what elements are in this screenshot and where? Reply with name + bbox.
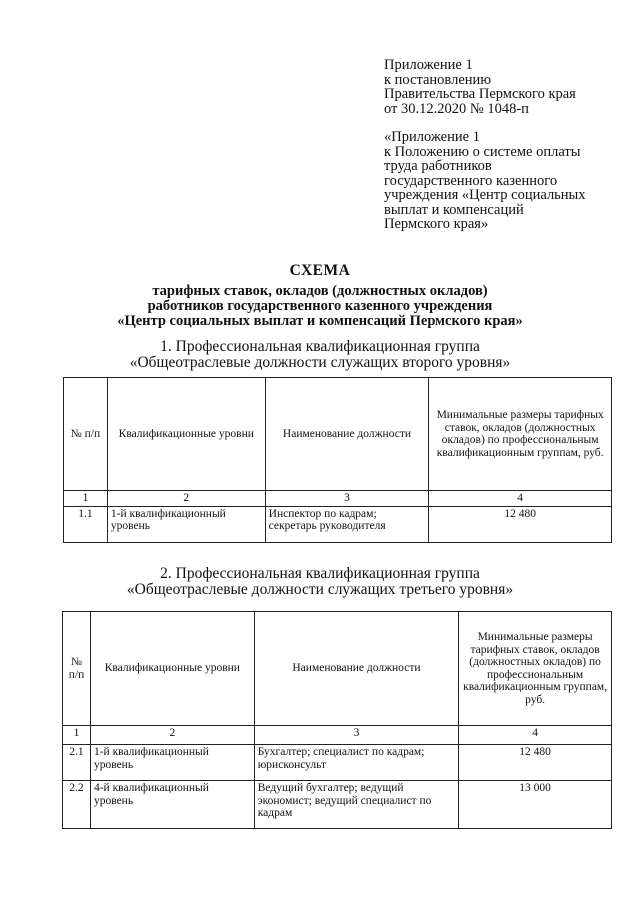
table-header-row — [64, 378, 612, 491]
row-level: 1-й квалификационный уровень — [107, 506, 265, 542]
table-header-row — [63, 612, 612, 726]
colnum: 2 — [90, 726, 254, 745]
section1-heading: 1. Профессиональная квалификационная группа — [160, 338, 480, 355]
section1-heading: «Общеотраслевые должности служащих второго уровня» — [129, 354, 511, 371]
table-row — [63, 781, 612, 829]
annex-line: к Положению о системе оплаты — [384, 143, 581, 160]
header-level: Квалификационные уровни — [90, 612, 254, 726]
section2-heading: 2. Профессиональная квалификационная группа — [160, 565, 480, 582]
colnum: 1 — [63, 726, 91, 745]
annex-line: от 30.12.2020 № 1048-п — [384, 100, 529, 117]
annex-line: Пермского края» — [384, 216, 489, 232]
header-level: Квалификационные уровни — [107, 378, 265, 491]
annex-line: государственного казенного — [384, 172, 558, 189]
annex-line: Правительства Пермского края — [384, 86, 576, 102]
colnum: 4 — [429, 491, 612, 507]
annex-line: труда работников — [384, 158, 492, 174]
row-salary: 12 480 — [459, 745, 612, 781]
annex-line: Приложение 1 — [384, 57, 473, 73]
row-salary: 12 480 — [429, 506, 612, 542]
row-level: 4-й квалификационный уровень — [90, 781, 254, 829]
header-position: Наименование должности — [254, 612, 458, 726]
colnum: 4 — [459, 726, 612, 745]
colnum: 1 — [64, 491, 108, 507]
colnum: 3 — [254, 726, 458, 745]
header-no: № п/п — [63, 612, 91, 726]
row-salary: 13 000 — [459, 781, 612, 829]
row-no: 1.1 — [64, 506, 108, 542]
row-no: 2.1 — [63, 745, 91, 781]
header-salary: Минимальные размеры тарифных ставок, окладов (должностных окладов) по профессиональным квалификационным группам, руб. — [459, 612, 612, 726]
annex-block — [384, 58, 624, 232]
colnum: 2 — [107, 491, 265, 507]
row-level: 1-й квалификационный уровень — [90, 745, 254, 781]
header-no: № п/п — [64, 378, 108, 491]
annex-line: выплат и компенсаций — [384, 201, 524, 218]
header-salary: Минимальные размеры тарифных ставок, окладов (должностных окладов) по профессиональным квалификационным группам, руб. — [429, 378, 612, 491]
header-position: Наименование должности — [265, 378, 429, 491]
section1-table — [63, 377, 612, 543]
row-position: Бухгалтер; специалист по кадрам; юрисконсульт — [254, 745, 458, 781]
annex-line: учреждения «Центр социальных — [384, 187, 586, 203]
row-position: Инспектор по кадрам; секретарь руководителя — [265, 506, 429, 542]
annex-line: к постановлению — [384, 71, 492, 88]
table-row — [64, 506, 612, 542]
annex-line: «Приложение 1 — [384, 129, 480, 145]
document-subtitle: работников государственного казенного учреждения — [147, 298, 493, 314]
document-title: СХЕМА — [289, 262, 351, 279]
colnum: 3 — [265, 491, 429, 507]
document-subtitle: тарифных ставок, окладов (должностных окладов) — [152, 283, 488, 299]
column-number-row — [64, 491, 612, 507]
row-no: 2.2 — [63, 781, 91, 829]
column-number-row — [63, 726, 612, 745]
document-subtitle: «Центр социальных выплат и компенсаций Пермского края» — [117, 313, 523, 329]
row-position: Ведущий бухгалтер; ведущий экономист; ведущий специалист по кадрам — [254, 781, 458, 829]
section2-table — [62, 611, 612, 829]
table-row — [63, 745, 612, 781]
section2-heading: «Общеотраслевые должности служащих третьего уровня» — [126, 581, 514, 598]
